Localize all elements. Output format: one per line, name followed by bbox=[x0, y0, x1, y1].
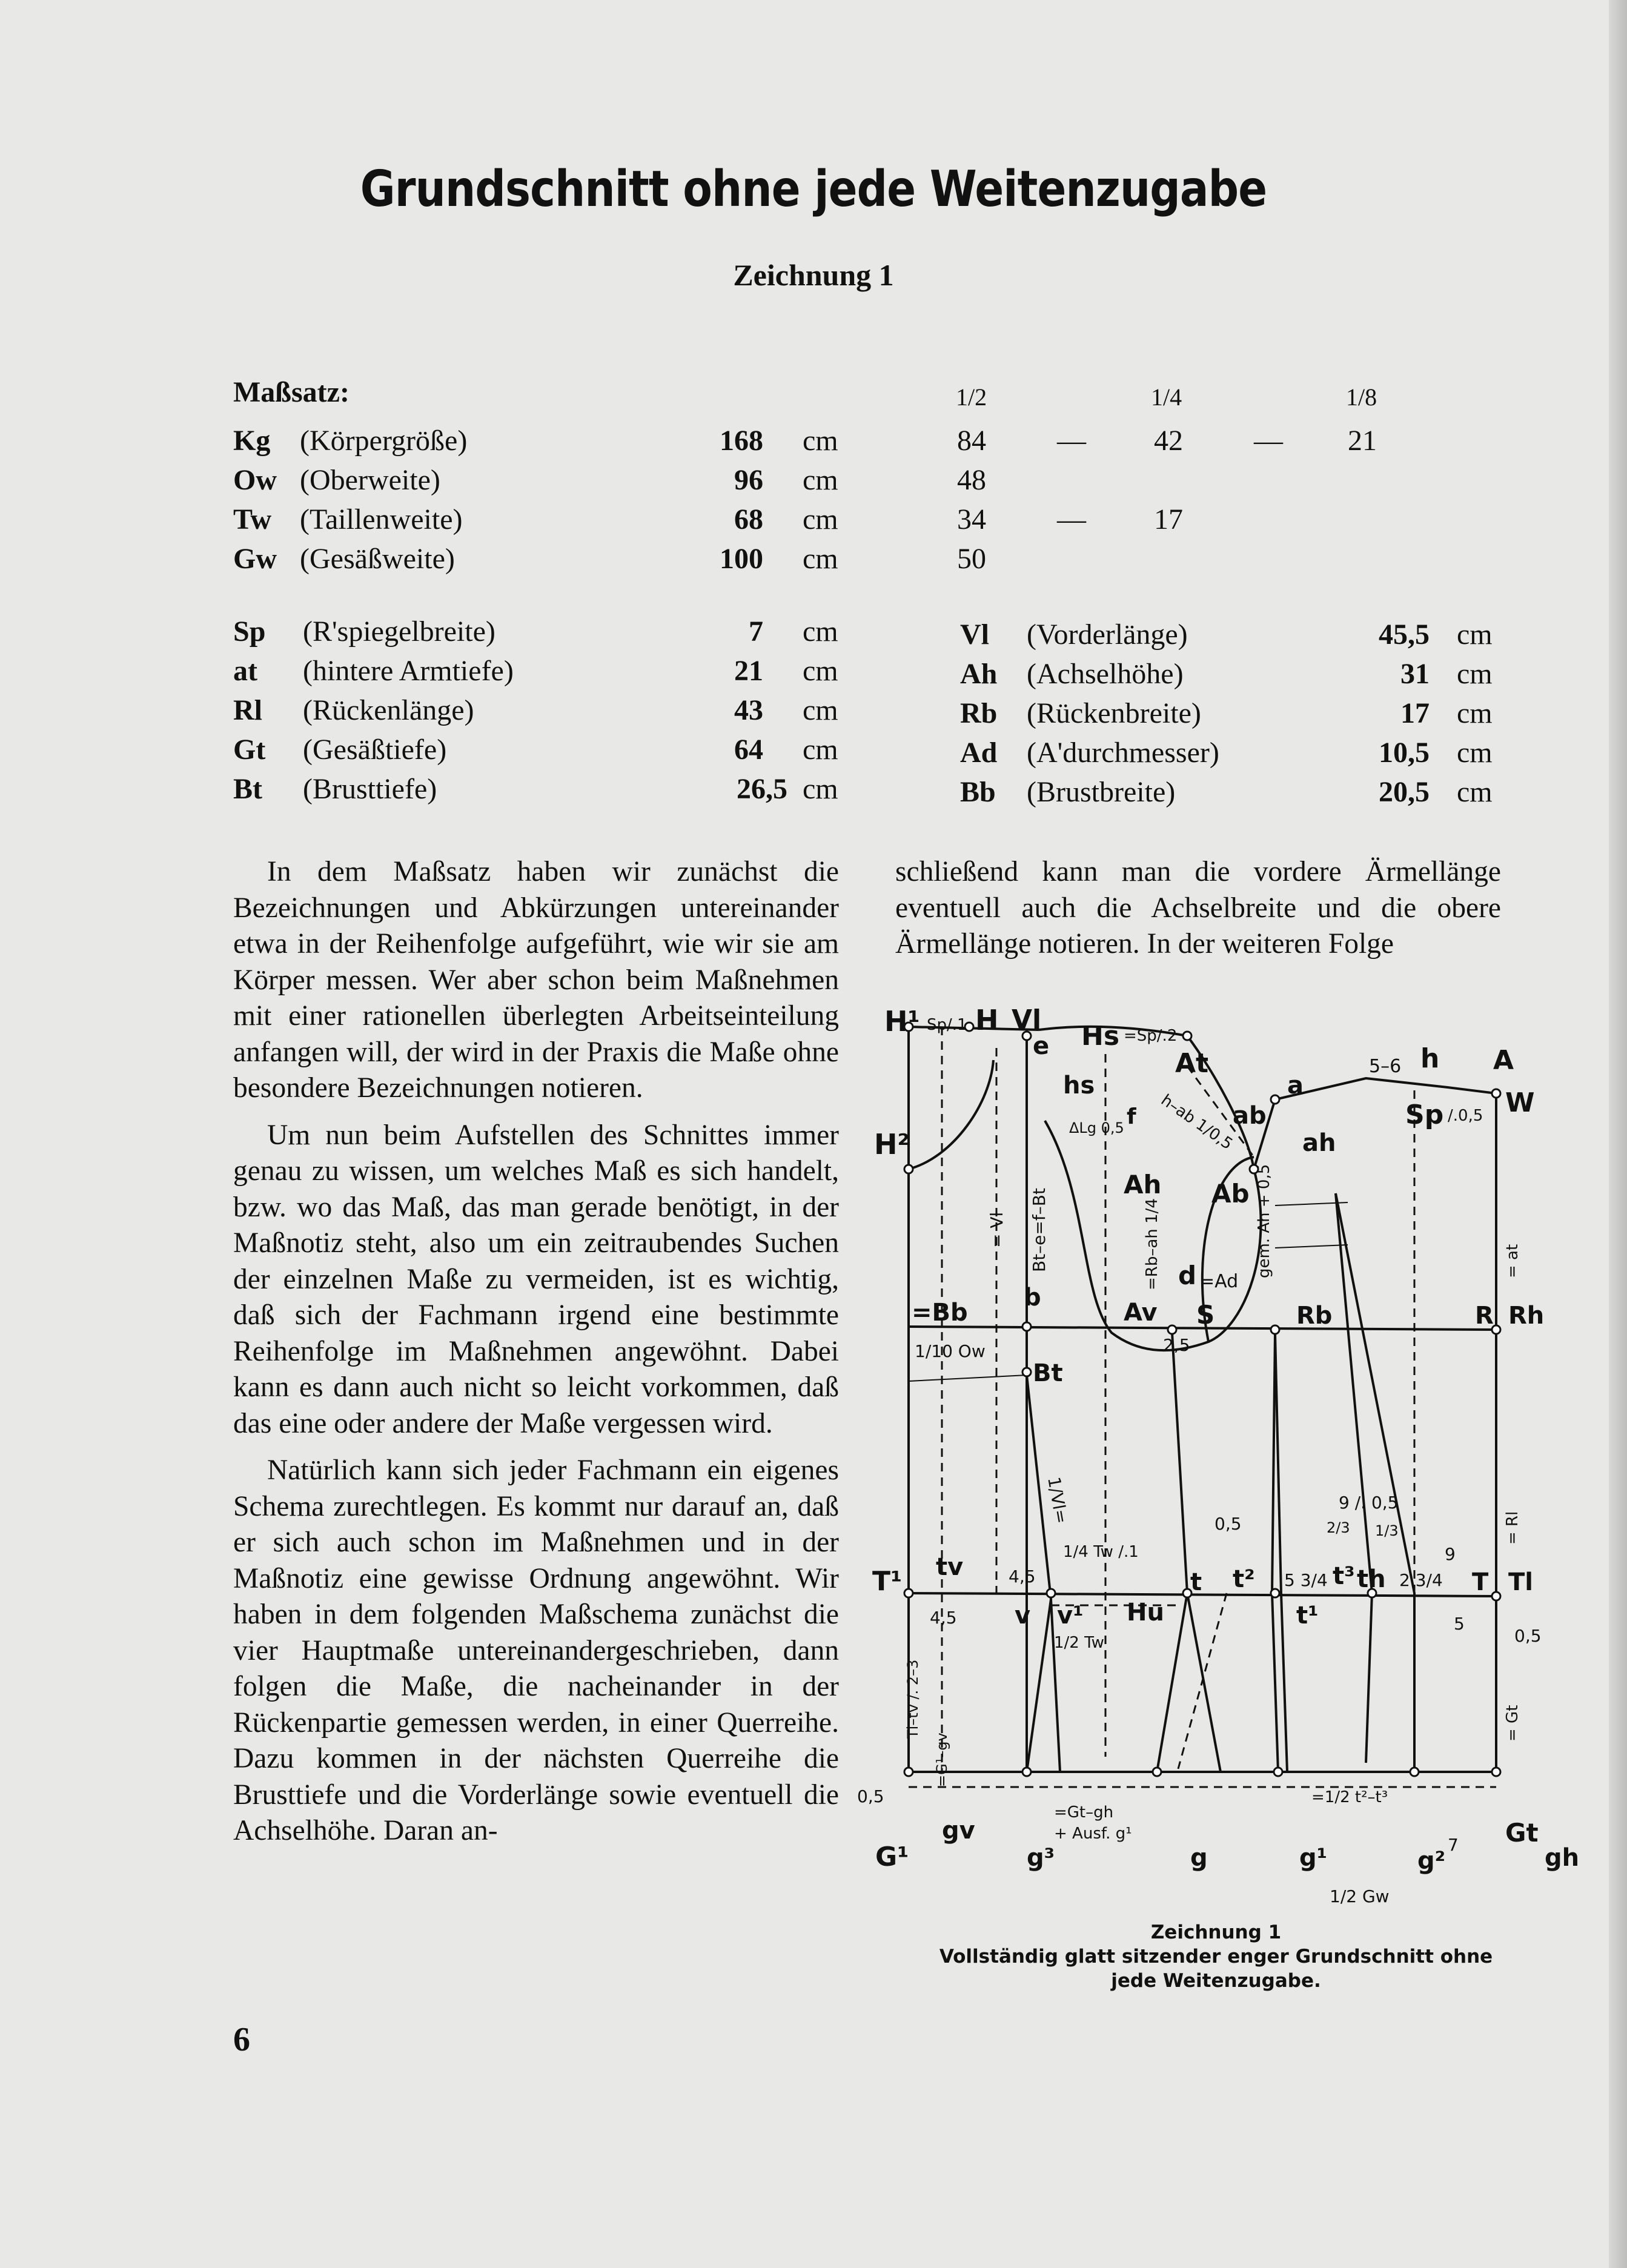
label-T: T bbox=[1472, 1568, 1489, 1596]
measure-label: (hintere Armtiefe) bbox=[303, 655, 514, 687]
label-0-5c: 0,5 bbox=[857, 1786, 884, 1806]
label-rb-ah: =Rb–ah 1/4 bbox=[1143, 1198, 1161, 1290]
label-4-5a: 4,5 bbox=[1009, 1567, 1036, 1587]
label-two-thirds: 2/3 bbox=[1327, 1519, 1350, 1536]
measure-value: 10,5 bbox=[1379, 737, 1430, 769]
label-ah: ah bbox=[1302, 1129, 1336, 1157]
label-5-6: 5–6 bbox=[1369, 1056, 1402, 1077]
label-7: 7 bbox=[1448, 1835, 1459, 1855]
label-g1: g¹ bbox=[1299, 1844, 1328, 1872]
page-number: 6 bbox=[233, 2021, 250, 2058]
measure-half: 34 bbox=[957, 503, 986, 536]
measure-value: 7 bbox=[749, 615, 763, 648]
label-Tl: Tl bbox=[1508, 1568, 1533, 1596]
measure-abbr: Gw bbox=[233, 543, 277, 575]
measure-unit: cm bbox=[1457, 618, 1493, 651]
measure-abbr: Sp bbox=[233, 615, 266, 648]
label-2-34: 2 3/4 bbox=[1399, 1570, 1443, 1590]
label-v: v bbox=[1015, 1602, 1031, 1630]
label-R: R bbox=[1475, 1302, 1494, 1330]
measure-value: 64 bbox=[734, 734, 763, 766]
label-2-5: 2,5 bbox=[1163, 1335, 1190, 1355]
label-Bb: =Bb bbox=[912, 1299, 968, 1327]
measure-value: 68 bbox=[734, 503, 763, 536]
label-sp1: Sp/.1 bbox=[927, 1016, 967, 1034]
label-th: th bbox=[1357, 1565, 1386, 1593]
label-At: At bbox=[1175, 1048, 1209, 1079]
measure-unit: cm bbox=[1457, 776, 1493, 808]
label-tw2: 1/2 Tw bbox=[1054, 1634, 1104, 1652]
paragraph: schließend kann man die vordere Ärmellänge eventuell auch die Achselbreite und die obere Ärmellänge notieren. In der weiteren Folge bbox=[895, 856, 1501, 960]
page-subtitle: Zeichnung 1 bbox=[733, 258, 894, 292]
left-text-column bbox=[233, 854, 839, 1849]
label-b: b bbox=[1024, 1284, 1041, 1311]
label-g1-gv: =G¹–gv bbox=[933, 1732, 950, 1787]
measure-abbr: Ah bbox=[960, 658, 998, 690]
label-A: A bbox=[1493, 1045, 1514, 1076]
measure-value: 21 bbox=[734, 655, 763, 687]
measure-abbr: Ad bbox=[960, 737, 998, 769]
label-4-5b: 4,5 bbox=[930, 1608, 957, 1628]
measure-abbr: Rb bbox=[960, 697, 998, 729]
measure-label: (Taillenweite) bbox=[300, 503, 463, 536]
measure-unit: cm bbox=[803, 464, 838, 496]
measure-value: 96 bbox=[734, 464, 763, 496]
measure-unit: cm bbox=[803, 773, 838, 805]
measure-value: 45,5 bbox=[1379, 618, 1430, 651]
right-text-column bbox=[895, 854, 1501, 963]
measure-label: (Achselhöhe) bbox=[1027, 658, 1184, 690]
label-W: W bbox=[1505, 1087, 1535, 1118]
label-G1: G¹ bbox=[875, 1842, 909, 1872]
label-hs: hs bbox=[1063, 1072, 1095, 1099]
label-dlg: ΔLg 0,5 bbox=[1069, 1119, 1124, 1136]
label-Hs: Hs bbox=[1081, 1021, 1120, 1052]
label-T1: T¹ bbox=[872, 1566, 903, 1597]
measure-abbr: Rl bbox=[233, 694, 262, 726]
label-5-34: 5 3/4 bbox=[1284, 1570, 1328, 1590]
measure-label: (Gesäßtiefe) bbox=[303, 734, 447, 766]
measure-value: 20,5 bbox=[1379, 776, 1430, 808]
measure-abbr: Gt bbox=[233, 734, 266, 766]
paragraph: Um nun beim Aufstellen des Schnittes immer genau zu wissen, um welches Maß es sich handelt, bzw. wo das Maß, das man gerade benötigt, in der Maßnotiz steht, also um ein zeitraubendes Suchen der einzelnen Maße zu vermeiden, ist es wichtig, daß sich der Fachmann irgend eine bestimmte Reihenfolge im Maßnehmen angewöhnt. Dabei kann es dann auch nicht so leicht vorkommen, daß das eine oder andere der Maße vergessen wird. bbox=[233, 1119, 839, 1439]
measure-unit: cm bbox=[803, 543, 838, 575]
measure-unit: cm bbox=[1457, 697, 1493, 729]
label-bt-ef: Bt–e=f–Bt bbox=[1029, 1188, 1049, 1272]
measure-value: 17 bbox=[1400, 697, 1430, 729]
label-0-5a: 0,5 bbox=[1214, 1514, 1242, 1534]
label-Hu: Hu bbox=[1127, 1599, 1164, 1626]
label-v1: v¹ bbox=[1057, 1602, 1084, 1630]
label-tl-tv: Tl–tv /. 2–3 bbox=[904, 1659, 921, 1739]
label-hs-sp2: =Sp/.2 bbox=[1124, 1027, 1178, 1045]
measure-label: (Oberweite) bbox=[300, 464, 440, 496]
figure-caption bbox=[851, 1920, 1581, 1993]
label-a: a bbox=[1287, 1072, 1304, 1099]
caption-title: Zeichnung 1 bbox=[1150, 1921, 1282, 1943]
label-g3: g³ bbox=[1027, 1844, 1055, 1872]
measure-half: 84 bbox=[957, 425, 986, 457]
measure-half: 50 bbox=[957, 543, 986, 575]
label-vl-small: 1/Vl= bbox=[1044, 1475, 1072, 1525]
label-tv: tv bbox=[936, 1553, 964, 1581]
caption-line: Vollständig glatt sitzender enger Grundschnitt ohne bbox=[939, 1946, 1493, 1968]
measure-label: (Körpergröße) bbox=[300, 425, 468, 457]
measure-quarter: 17 bbox=[1154, 503, 1183, 536]
label-eq-vl: = Vl bbox=[987, 1212, 1007, 1248]
label-S: S bbox=[1196, 1300, 1215, 1330]
label-eq-ad: =Ad bbox=[1199, 1271, 1239, 1292]
label-9-05: 9 /. 0,5 bbox=[1339, 1493, 1399, 1513]
measure-value: 100 bbox=[720, 543, 763, 575]
measure-label: (Brusttiefe) bbox=[303, 773, 437, 805]
fraction-eighth: 1/8 bbox=[1346, 383, 1377, 411]
dash: — bbox=[1254, 425, 1283, 457]
measure-value: 168 bbox=[720, 425, 763, 457]
measure-abbr: at bbox=[233, 655, 257, 687]
measure-half: 48 bbox=[957, 464, 986, 496]
label-gh: gh bbox=[1545, 1844, 1580, 1872]
fraction-quarter: 1/4 bbox=[1151, 383, 1182, 411]
measure-abbr: Ow bbox=[233, 464, 277, 496]
measure-label: (Rückenlänge) bbox=[303, 694, 474, 726]
fraction-half: 1/2 bbox=[956, 383, 987, 411]
paragraph: In dem Maßsatz haben wir zunächst die Bezeichnungen und Abkürzungen untereinander etwa in der Reihenfolge aufgeführt, wie wir sie am Körper messen. Wer aber schon beim Maßnehmen mit einer rationellen überlegten Arbeitseinteilung anfangen will, der wird in der Praxis die Maße ohne besondere Bezeichnungen notieren. bbox=[233, 856, 839, 1104]
book-spine-shadow bbox=[1609, 0, 1627, 2268]
measure-abbr: Bt bbox=[233, 773, 262, 805]
label-H2: H² bbox=[874, 1128, 910, 1161]
label-Gt: Gt bbox=[1505, 1818, 1539, 1848]
label-Av: Av bbox=[1124, 1299, 1158, 1327]
measure-unit: cm bbox=[803, 503, 838, 536]
label-9: 9 bbox=[1445, 1544, 1456, 1564]
measure-abbr: Bb bbox=[960, 776, 996, 808]
measure-value: 31 bbox=[1400, 658, 1430, 690]
label-H: H bbox=[975, 1004, 999, 1036]
measure-eighth: 21 bbox=[1348, 425, 1377, 457]
label-t2: t² bbox=[1233, 1565, 1255, 1593]
measure-unit: cm bbox=[1457, 658, 1493, 690]
label-eq-at: = at bbox=[1503, 1244, 1522, 1278]
label-h: h bbox=[1420, 1043, 1440, 1074]
label-g: g bbox=[1190, 1844, 1208, 1872]
measure-unit: cm bbox=[803, 425, 838, 457]
measure-label: (Vorderlänge) bbox=[1027, 618, 1188, 651]
label-eq-rl: = Rl bbox=[1503, 1511, 1522, 1545]
label-Ah: Ah bbox=[1124, 1170, 1162, 1199]
label-ow10: 1/10 Ow bbox=[915, 1341, 986, 1361]
label-5: 5 bbox=[1454, 1614, 1465, 1634]
label-t3: t³ bbox=[1333, 1562, 1355, 1590]
label-sp-05: /.0,5 bbox=[1448, 1107, 1483, 1125]
label-Rb: Rb bbox=[1296, 1302, 1333, 1330]
measure-value: 43 bbox=[734, 694, 763, 726]
label-Sp: Sp bbox=[1405, 1099, 1444, 1130]
measure-abbr: Tw bbox=[233, 503, 272, 536]
measure-unit: cm bbox=[803, 655, 838, 687]
label-Vl: Vl bbox=[1012, 1004, 1042, 1035]
label-t1: t¹ bbox=[1296, 1602, 1319, 1630]
label-H1: H¹ bbox=[884, 1005, 920, 1038]
paragraph: Natürlich kann sich jeder Fachmann ein eigenes Schema zurechtlegen. Es kommt nur darauf an, daß er sich auch schon im Maßnehmen und in der Maßnotiz eine gewisse Ordnung angewöhnt. Wir haben in dem folgenden Maßschema zunächst die vier Hauptmaße untereinandergeschrieben, dann folgen die Maße, die nacheinander in der Rückenpartie gemessen werden, in einer Querreihe. Dazu kommen in der nächsten Querreihe die Brusttiefe und die Vorderlänge sowie eventuell die Achselhöhe. Daran an- bbox=[233, 1454, 839, 1846]
label-tw4: 1/4 Tw /.1 bbox=[1063, 1543, 1139, 1561]
label-h-ab: h–ab 1/0,5 bbox=[1157, 1091, 1236, 1154]
measure-label: (Brustbreite) bbox=[1027, 776, 1176, 808]
label-d: d bbox=[1178, 1261, 1197, 1290]
measure-label: (Rückenbreite) bbox=[1027, 697, 1201, 729]
label-gw2: 1/2 Gw bbox=[1330, 1886, 1390, 1906]
measure-unit: cm bbox=[803, 734, 838, 766]
dash: — bbox=[1057, 503, 1086, 536]
label-e: e bbox=[1033, 1032, 1050, 1060]
measure-quarter: 42 bbox=[1154, 425, 1183, 457]
measure-abbr: Kg bbox=[233, 425, 271, 457]
label-ab: ab bbox=[1233, 1102, 1267, 1130]
label-g2: g² bbox=[1417, 1847, 1446, 1875]
dash: — bbox=[1057, 425, 1086, 457]
label-eq-gt: = Gt bbox=[1503, 1705, 1522, 1742]
measure-label: (A'durchmesser) bbox=[1027, 737, 1219, 769]
measure-label: (Gesäßweite) bbox=[300, 543, 455, 575]
label-f: f bbox=[1127, 1104, 1136, 1129]
caption-line: jede Weitenzugabe. bbox=[1111, 1970, 1321, 1992]
label-gv: gv bbox=[942, 1817, 975, 1845]
label-one-third: 1/3 bbox=[1375, 1522, 1399, 1539]
measure-unit: cm bbox=[803, 615, 838, 648]
measure-abbr: Vl bbox=[960, 618, 989, 651]
label-t: t bbox=[1190, 1568, 1202, 1596]
label-Rh: Rh bbox=[1508, 1302, 1545, 1330]
label-gem-ah: gem. Ah + 0,5 bbox=[1255, 1164, 1273, 1278]
measure-value: 26,5 bbox=[737, 773, 787, 805]
label-ausf: + Ausf. g¹ bbox=[1054, 1825, 1132, 1843]
label-0-5b: 0,5 bbox=[1514, 1626, 1542, 1646]
label-half-t2t3: =1/2 t²–t³ bbox=[1311, 1788, 1388, 1806]
measure-label: (R'spiegelbreite) bbox=[303, 615, 495, 648]
label-Bt: Bt bbox=[1033, 1359, 1063, 1387]
label-gt-gh: =Gt–gh bbox=[1054, 1803, 1114, 1822]
measurement-heading: Maßsatz: bbox=[233, 376, 350, 408]
pattern-diagram bbox=[851, 993, 1581, 1938]
label-Ab: Ab bbox=[1211, 1179, 1250, 1209]
measure-unit: cm bbox=[803, 694, 838, 726]
page-title: Grundschnitt ohne jede Weitenzugabe bbox=[360, 161, 1267, 218]
measure-unit: cm bbox=[1457, 737, 1493, 769]
